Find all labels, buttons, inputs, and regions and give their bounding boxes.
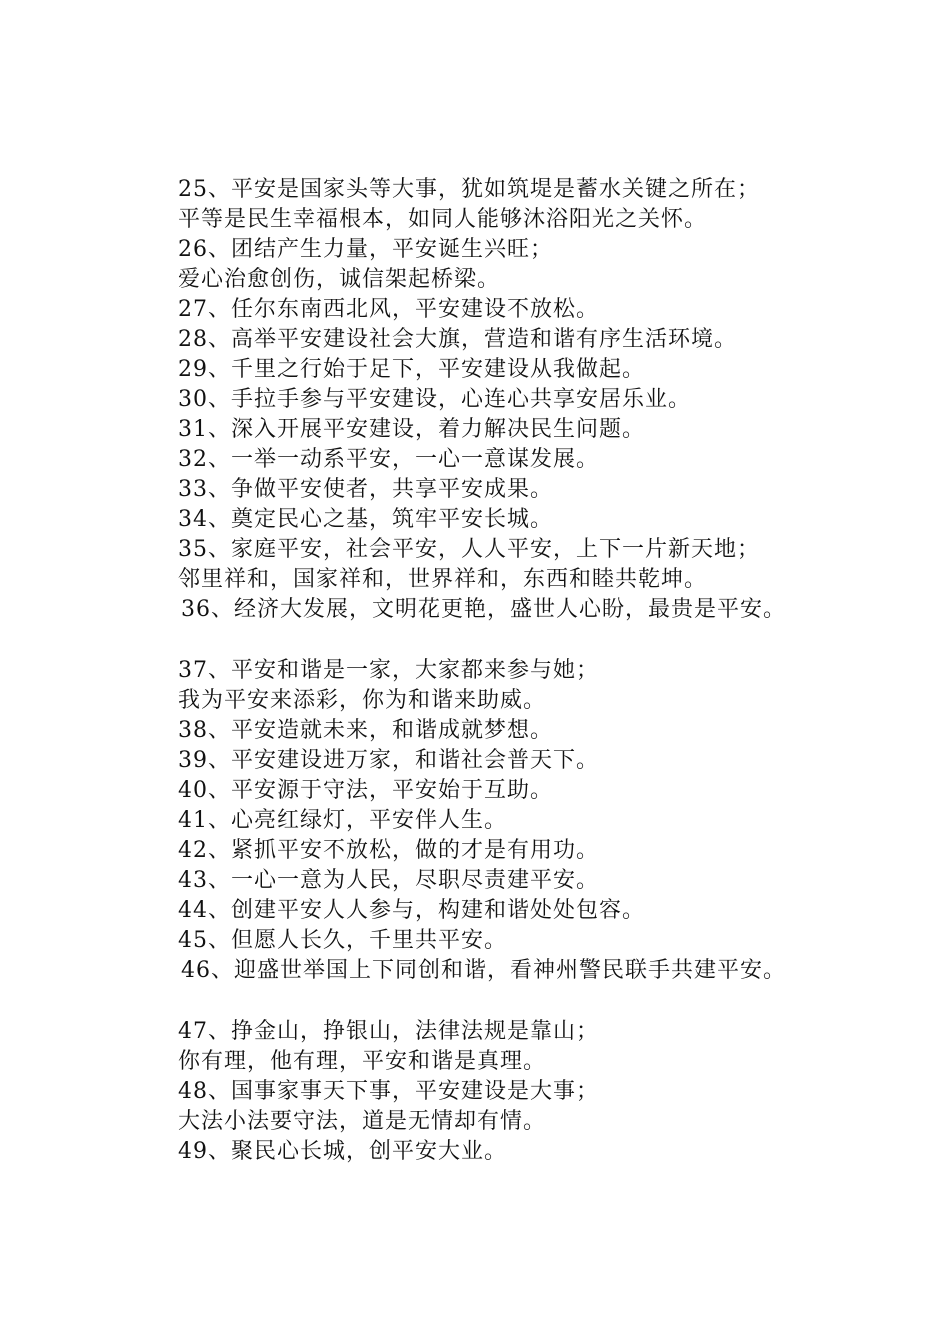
- text-line: 你有理，他有理，平安和谐是真理。: [178, 1049, 547, 1074]
- text-line: 32、一举一动系平安，一心一意谋发展。: [178, 447, 599, 472]
- text-line: 平等是民生幸福根本，如同人能够沐浴阳光之关怀。: [178, 207, 708, 232]
- paragraph-gap: [178, 986, 918, 1017]
- text-line: 27、任尔东南西北风，平安建设不放松。: [178, 297, 599, 322]
- paragraph-gap: [178, 625, 918, 656]
- text-line: 爱心治愈创伤，诚信架起桥梁。: [178, 267, 501, 292]
- text-line: 邻里祥和，国家祥和，世界祥和，东西和睦共乾坤。: [178, 567, 708, 592]
- slogan-list: [178, 175, 918, 1167]
- text-line: 38、平安造就未来，和谐成就梦想。: [178, 718, 553, 743]
- text-line: 39、平安建设进万家，和谐社会普天下。: [178, 748, 599, 773]
- text-line: 46、迎盛世举国上下同创和谐，看神州警民联手共建平安。: [181, 958, 786, 983]
- text-line: 36、经济大发展，文明花更艳，盛世人心盼，最贵是平安。: [181, 597, 786, 622]
- text-line: 35、家庭平安，社会平安，人人平安，上下一片新天地；: [178, 537, 760, 562]
- text-line: 47、挣金山，挣银山，法律法规是靠山；: [178, 1019, 599, 1044]
- text-line: 40、平安源于守法，平安始于互助。: [178, 778, 553, 803]
- text-line: 41、心亮红绿灯，平安伴人生。: [178, 808, 507, 833]
- text-line: 28、高举平安建设社会大旗，营造和谐有序生活环境。: [178, 327, 737, 352]
- text-line: 42、紧抓平安不放松，做的才是有用功。: [178, 838, 599, 863]
- text-line: 30、手拉手参与平安建设，心连心共享安居乐业。: [178, 387, 691, 412]
- text-line: 45、但愿人长久，千里共平安。: [178, 928, 507, 953]
- text-line: 43、一心一意为人民，尽职尽责建平安。: [178, 868, 599, 893]
- text-line: 26、团结产生力量，平安诞生兴旺；: [178, 237, 553, 262]
- text-line: 33、争做平安使者，共享平安成果。: [178, 477, 553, 502]
- text-line: 25、平安是国家头等大事，犹如筑堤是蓄水关键之所在；: [178, 177, 760, 202]
- text-line: 29、千里之行始于足下，平安建设从我做起。: [178, 357, 645, 382]
- text-line: 44、创建平安人人参与，构建和谐处处包容。: [178, 898, 645, 923]
- text-line: 我为平安来添彩，你为和谐来助威。: [178, 688, 547, 713]
- text-line: 48、国事家事天下事，平安建设是大事；: [178, 1079, 599, 1104]
- text-line: 34、奠定民心之基，筑牢平安长城。: [178, 507, 553, 532]
- text-line: 37、平安和谐是一家，大家都来参与她；: [178, 658, 599, 683]
- text-line: 49、聚民心长城，创平安大业。: [178, 1139, 507, 1164]
- text-line: 大法小法要守法，道是无情却有情。: [178, 1109, 547, 1134]
- text-line: 31、深入开展平安建设，着力解决民生问题。: [178, 417, 645, 442]
